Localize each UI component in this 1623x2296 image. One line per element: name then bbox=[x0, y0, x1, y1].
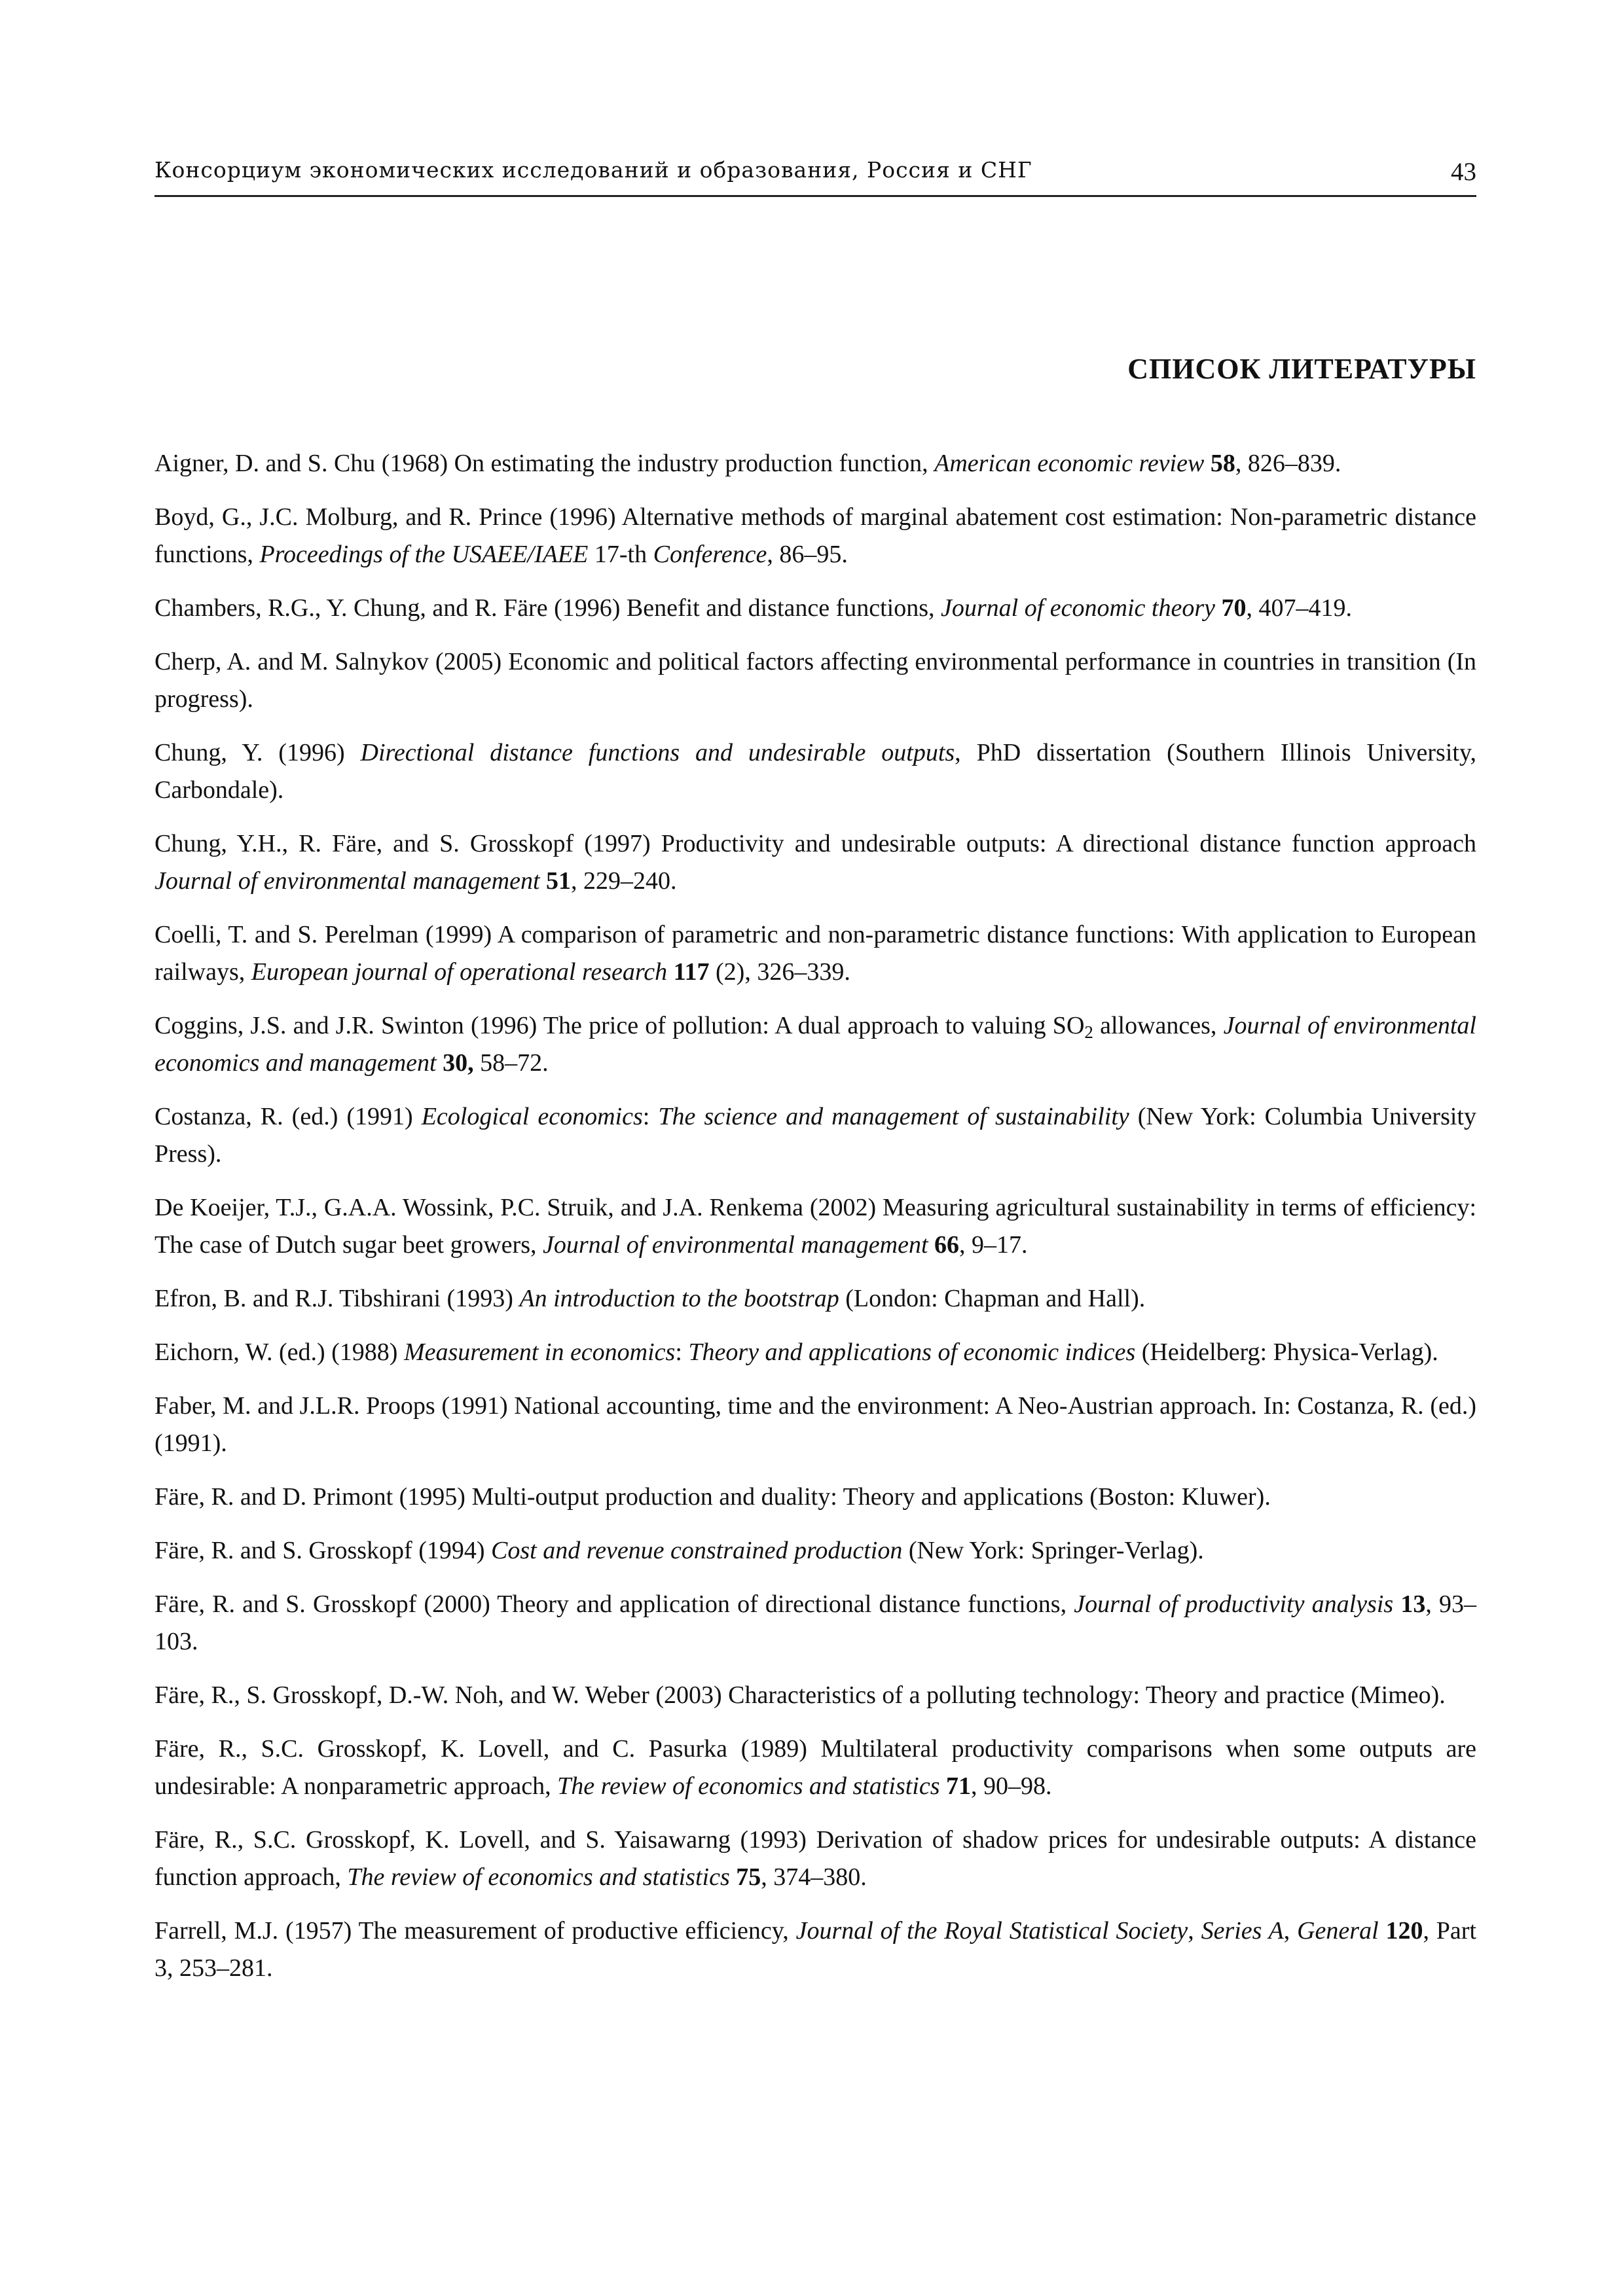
reference-item: Faber, M. and J.L.R. Proops (1991) National accounting, time and the environment: A Neo-Austrian approach. In: Costanza, R. (ed.) (1991). bbox=[155, 1392, 1476, 1457]
reference-item: Eichorn, W. (ed.) (1988) Measurement in economics: Theory and applications of economic indices (Heidelberg: Physica-Verlag). bbox=[155, 1338, 1438, 1366]
reference-item: Cherp, A. and M. Salnykov (2005) Economic and political factors affecting environmental performance in countries in transition (In progress). bbox=[155, 648, 1476, 713]
section-title: СПИСОК ЛИТЕРАТУРЫ bbox=[1127, 353, 1476, 385]
reference-item: Aigner, D. and S. Chu (1968) On estimating the industry production function, American economic review 58, 826–839. bbox=[155, 450, 1341, 477]
reference-item: De Koeijer, T.J., G.A.A. Wossink, P.C. Struik, and J.A. Renkema (2002) Measuring agricultural sustainability in terms of efficiency: The case of Dutch sugar beet growers, Journal of environmental management 66, 9–17. bbox=[155, 1194, 1476, 1259]
reference-item: Coggins, J.S. and J.R. Swinton (1996) The price of pollution: A dual approach to valuing $SO_2$ allowances, Journal of environmental economics and management 30, 58–72. bbox=[155, 1012, 1476, 1077]
reference-item: Chung, Y. (1996) Directional distance functions and undesirable outputs, PhD dissertation (Southern Illinois University, Carbondale). bbox=[155, 739, 1476, 804]
reference-item: Chung, Y.H., R. Färe, and S. Grosskopf (1997) Productivity and undesirable outputs: A directional distance function approach Journal of environmental management 51, 229–240. bbox=[155, 830, 1476, 895]
reference-item: Coelli, T. and S. Perelman (1999) A comparison of parametric and non-parametric distance functions: With application to European railways, European journal of operational research 117 (2), 326–339. bbox=[155, 921, 1476, 986]
page-number: 43 bbox=[1451, 158, 1476, 186]
reference-list bbox=[155, 445, 1476, 2003]
reference-item: Färe, R. and D. Primont (1995) Multi-output production and duality: Theory and applications (Boston: Kluwer). bbox=[155, 1483, 1271, 1511]
journal-name: Консорциум экономических исследований и образования, Россия и СНГ bbox=[155, 157, 1032, 183]
reference-item: Färe, R., S. Grosskopf, D.-W. Noh, and W. Weber (2003) Characteristics of a polluting technology: Theory and practice (Mimeo). bbox=[155, 1681, 1446, 1709]
reference-item: Färe, R., S.C. Grosskopf, K. Lovell, and C. Pasurka (1989) Multilateral productivity comparisons when some outputs are undesirable: A nonparametric approach, The review of economics and statistics 71, 90–98. bbox=[155, 1735, 1476, 1800]
reference-item: Färe, R. and S. Grosskopf (2000) Theory and application of directional distance functions, Journal of productivity analysis 13, 93–103. bbox=[155, 1590, 1477, 1655]
reference-item: Costanza, R. (ed.) (1991) Ecological economics: The science and management of sustainability (New York: Columbia University Press). bbox=[155, 1103, 1476, 1168]
reference-item: Farrell, M.J. (1957) The measurement of productive efficiency, Journal of the Royal Statistical Society, Series A, General 120, Part 3, 253–281. bbox=[155, 1917, 1477, 1982]
reference-item: Boyd, G., J.C. Molburg, and R. Prince (1996) Alternative methods of marginal abatement cost estimation: Non-parametric distance functions, Proceedings of the USAEE/IAEE 17-th Conference, 86–95. bbox=[155, 503, 1476, 568]
reference-item: Efron, B. and R.J. Tibshirani (1993) An introduction to the bootstrap (London: Chapman and Hall). bbox=[155, 1285, 1146, 1312]
reference-item: Chambers, R.G., Y. Chung, and R. Färe (1996) Benefit and distance functions, Journal of economic theory 70, 407–419. bbox=[155, 594, 1352, 622]
reference-item: Färe, R. and S. Grosskopf (1994) Cost and revenue constrained production (New York: Springer-Verlag). bbox=[155, 1537, 1204, 1564]
reference-item: Färe, R., S.C. Grosskopf, K. Lovell, and S. Yaisawarng (1993) Derivation of shadow prices for undesirable outputs: A distance function approach, The review of economics and statistics 75, 374–380. bbox=[155, 1826, 1476, 1891]
running-header bbox=[155, 152, 1476, 197]
